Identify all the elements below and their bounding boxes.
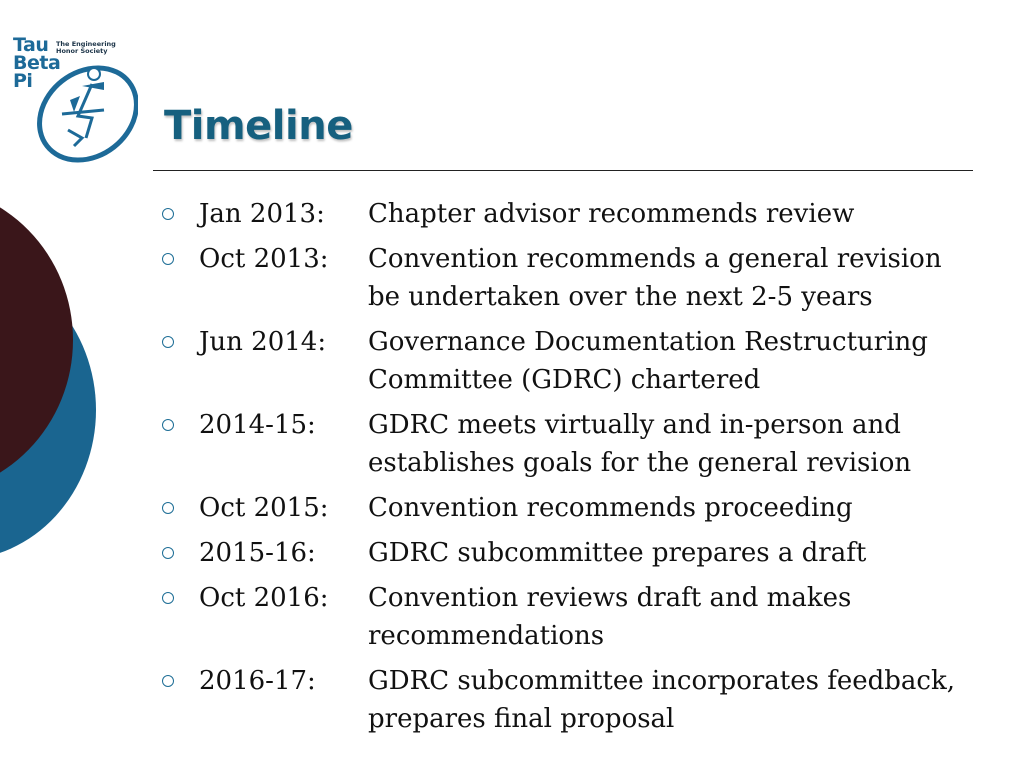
hollow-circle-bullet-icon (162, 502, 174, 514)
timeline-description: GDRC subcommittee prepares a draft (368, 538, 867, 568)
hollow-circle-bullet-icon (162, 592, 174, 604)
slide-title: Timeline (164, 103, 353, 149)
timeline-item (162, 240, 982, 316)
timeline-description: Chapter advisor recommends review (368, 199, 855, 229)
timeline-item (162, 406, 982, 482)
logo-tagline-line2: Honor Society (56, 47, 108, 55)
timeline-item (162, 662, 982, 738)
timeline-date: Oct 2015: (199, 493, 329, 523)
timeline-description: Convention recommends a general revision be undertaken over the next 2-5 years (368, 244, 942, 312)
logo-word-tau: Tau (13, 34, 49, 56)
timeline-date: Jan 2013: (199, 199, 325, 229)
timeline-date: Oct 2016: (199, 583, 329, 613)
logo-tagline-line1: The Engineering (56, 40, 116, 48)
timeline-item (162, 489, 982, 527)
timeline-date: Jun 2014: (199, 327, 327, 357)
hollow-circle-bullet-icon (162, 208, 174, 220)
logo-word-beta: Beta (13, 52, 61, 74)
timeline-description: Convention recommends proceeding (368, 493, 853, 523)
timeline-description: Convention reviews draft and makes recommendations (368, 583, 852, 651)
hollow-circle-bullet-icon (162, 547, 174, 559)
title-divider (153, 170, 973, 171)
hollow-circle-bullet-icon (162, 336, 174, 348)
timeline-item (162, 323, 982, 399)
timeline-date: Oct 2013: (199, 244, 329, 274)
timeline-description: Governance Documentation Restructuring Committee (GDRC) chartered (368, 327, 928, 395)
tau-beta-pi-logo (8, 34, 138, 164)
timeline-description: GDRC meets virtually and in-person and establishes goals for the general revision (368, 410, 912, 478)
timeline-description: GDRC subcommittee incorporates feedback, prepares final proposal (368, 666, 955, 734)
timeline-date: 2015-16: (199, 538, 316, 568)
timeline-date: 2016-17: (199, 666, 316, 696)
timeline-date: 2014-15: (199, 410, 316, 440)
timeline-list (162, 195, 982, 745)
hollow-circle-bullet-icon (162, 253, 174, 265)
logo-word-pi: Pi (13, 70, 33, 92)
timeline-item (162, 195, 982, 233)
hollow-circle-bullet-icon (162, 675, 174, 687)
bent-icon (8, 34, 138, 164)
timeline-item (162, 534, 982, 572)
timeline-item (162, 579, 982, 655)
hollow-circle-bullet-icon (162, 419, 174, 431)
